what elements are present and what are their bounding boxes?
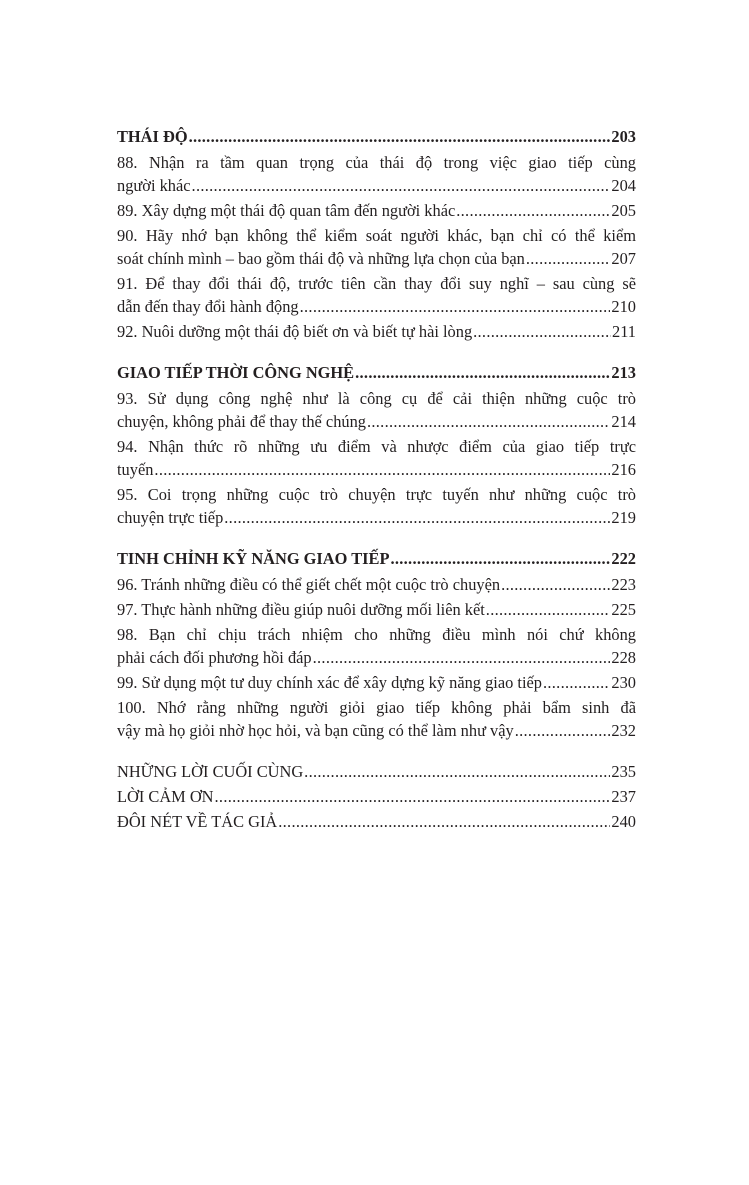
entry-text: 92. Nuôi dưỡng một thái độ biết ơn và biết tự hài lòng [117, 322, 473, 341]
closing-title: NHỮNG LỜI CUỐI CÙNG [117, 762, 304, 781]
closing-page: 235 [611, 762, 636, 781]
entry-page: 211 [612, 322, 636, 341]
entry-line: 91. Để thay đổi thái độ, trước tiên cần thay đổi suy nghĩ – sau cùng sẽ [117, 274, 636, 293]
entry-text: dẫn đến thay đổi hành động [117, 297, 299, 316]
heading-title: THÁI ĐỘ [117, 127, 188, 146]
heading-title: TINH CHỈNH KỸ NĂNG GIAO TIẾP [117, 549, 390, 568]
entry-page: 232 [611, 721, 636, 740]
dot-leader [473, 320, 611, 343]
dot-leader [526, 247, 611, 270]
toc-entry [117, 623, 636, 669]
dot-leader [501, 573, 610, 596]
heading-page: 222 [611, 549, 636, 568]
entry-line: 95. Coi trọng những cuộc trò chuyện trực tuyến như những cuộc trò [117, 485, 636, 504]
closing-title: LỜI CẢM ƠN [117, 787, 214, 806]
entry-text: 96. Tránh những điều có thể giết chết một cuộc trò chuyện [117, 575, 501, 594]
entry-page: 216 [611, 460, 636, 479]
entry-line: 90. Hãy nhớ bạn không thể kiểm soát người khác, bạn chỉ có thể kiểm [117, 226, 636, 245]
entry-line: 88. Nhận ra tầm quan trọng của thái độ trong việc giao tiếp cùng [117, 153, 636, 172]
toc-entry [117, 272, 636, 318]
entry-page: 228 [611, 648, 636, 667]
closing-title: ĐÔI NÉT VỀ TÁC GIẢ [117, 812, 278, 831]
toc-entry [117, 573, 636, 596]
entry-text: vậy mà họ giỏi nhờ học hỏi, và bạn cũng có thể làm như vậy [117, 721, 514, 740]
entry-line: 94. Nhận thức rõ những ưu điểm và nhược điểm của giao tiếp trực [117, 437, 636, 456]
toc-closing-entry [117, 785, 636, 808]
toc-closing-entry [117, 810, 636, 833]
toc-section-skills [117, 547, 636, 742]
toc-entry [117, 224, 636, 270]
entry-text: tuyến [117, 460, 154, 479]
entry-text: chuyện, không phải để thay thế chúng [117, 412, 366, 431]
closing-page: 237 [611, 787, 636, 806]
entry-text: người khác [117, 176, 191, 195]
dot-leader [456, 199, 610, 222]
dot-leader [154, 458, 610, 481]
dot-leader [390, 547, 610, 570]
toc-entry [117, 151, 636, 197]
toc-entry [117, 671, 636, 694]
section-heading [117, 125, 636, 148]
closing-page: 240 [611, 812, 636, 831]
section-heading [117, 361, 636, 384]
entry-line: 93. Sử dụng công nghệ như là công cụ để cải thiện những cuộc trò [117, 389, 636, 408]
toc-closing [117, 760, 636, 833]
toc-entry [117, 598, 636, 621]
entry-text: chuyện trực tiếp [117, 508, 224, 527]
toc-closing-entry [117, 760, 636, 783]
table-of-contents [117, 125, 636, 851]
dot-leader [192, 174, 611, 197]
dot-leader [515, 719, 611, 742]
entry-text: 89. Xây dựng một thái độ quan tâm đến người khác [117, 201, 456, 220]
dot-leader [543, 671, 610, 694]
toc-entry [117, 320, 636, 343]
toc-entry [117, 483, 636, 529]
toc-section-technology [117, 361, 636, 529]
entry-page: 230 [611, 673, 636, 692]
dot-leader [189, 125, 611, 148]
entry-text: 97. Thực hành những điều giúp nuôi dưỡng mối liên kết [117, 600, 485, 619]
dot-leader [313, 646, 611, 669]
toc-section-attitude [117, 125, 636, 343]
toc-entry [117, 435, 636, 481]
dot-leader [300, 295, 611, 318]
entry-line: 100. Nhớ rằng những người giỏi giao tiếp không phải bẩm sinh đã [117, 698, 636, 717]
toc-entry [117, 199, 636, 222]
dot-leader [224, 506, 610, 529]
heading-page: 203 [611, 127, 636, 146]
entry-page: 225 [611, 600, 636, 619]
entry-text: phải cách đối phương hồi đáp [117, 648, 312, 667]
entry-page: 207 [611, 249, 636, 268]
dot-leader [304, 760, 610, 783]
heading-title: GIAO TIẾP THỜI CÔNG NGHỆ [117, 363, 355, 382]
entry-page: 205 [611, 201, 636, 220]
toc-entry [117, 387, 636, 433]
dot-leader [367, 410, 610, 433]
entry-page: 219 [611, 508, 636, 527]
dot-leader [278, 810, 610, 833]
entry-line: 98. Bạn chỉ chịu trách nhiệm cho những điều mình nói chứ không [117, 625, 636, 644]
entry-text: soát chính mình – bao gồm thái độ và những lựa chọn của bạn [117, 249, 525, 268]
entry-page: 214 [611, 412, 636, 431]
heading-page: 213 [611, 363, 636, 382]
entry-page: 204 [611, 176, 636, 195]
toc-entry [117, 696, 636, 742]
dot-leader [355, 361, 610, 384]
dot-leader [486, 598, 611, 621]
section-heading [117, 547, 636, 570]
entry-page: 210 [611, 297, 636, 316]
entry-text: 99. Sử dụng một tư duy chính xác để xây dựng kỹ năng giao tiếp [117, 673, 542, 692]
entry-page: 223 [611, 575, 636, 594]
dot-leader [215, 785, 611, 808]
